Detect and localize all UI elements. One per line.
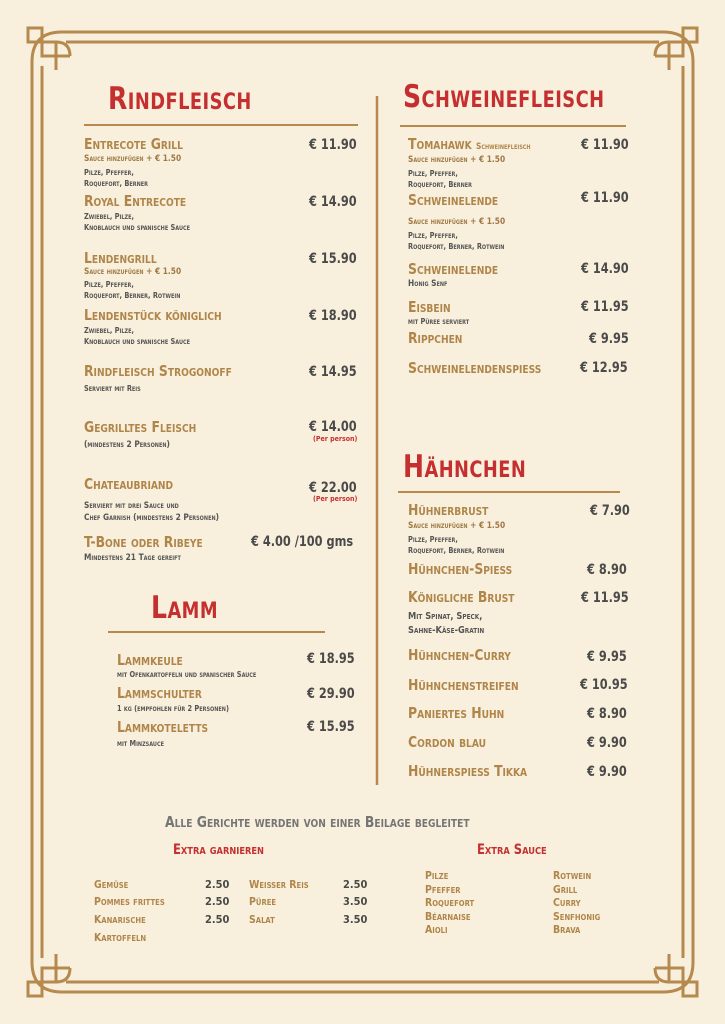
garnish-item: Kartoffeln [94,931,147,944]
menu-item-description: Pilze, Pfeffer, Roquefort, Berner, Rotwein [408,535,505,555]
per-person-note: (Per person) [313,435,358,443]
menu-item-price: € 11.95 [581,590,629,606]
menu-item-name: Schweinelende [408,260,499,278]
menu-item-price: € 14.90 [581,261,629,277]
menu-item-description: Zwiebel, Pilze, Knoblauch und spanische Sauce [84,212,191,232]
menu-item-name: Lammkoteletts [117,718,209,736]
corner-ornament-bl [28,954,70,996]
menu-item-name: Tomahawk Schweinefleisch [408,135,531,153]
menu-item-price: € 14.95 [309,364,357,380]
menu-item-description: Zwiebel, Pilze, Knoblauch und spanische Sauce [84,326,191,346]
garnish-item: Salat [249,913,275,926]
menu-item-name: T-Bone oder Ribeye [84,533,203,551]
menu-item-name: Königliche Brust [408,588,515,606]
menu-item-price: € 11.90 [309,137,357,153]
side-dish-headline: Alle Gerichte werden von einer Beilage begleitet [165,813,470,831]
section-title-schweinefleisch: Schweinefleisch [403,79,605,115]
menu-item-name: Hühnchen-Curry [408,646,511,664]
menu-item-name: Schweinelendenspieß [408,359,542,377]
menu-item-description: 1 kg (empfohlen für 2 Personen) [117,704,229,713]
extra-sauce-list: Rotwein Grill Curry Senfhonig Brava [553,869,601,936]
menu-item-name: Gegrilltes Fleisch [84,418,197,436]
menu-item-description: Pilze, Pfeffer, Roquefort, Berner, Rotwein [84,280,181,300]
menu-item-description: Serviert mit drei Sauce und Chef Garnish (mindestens 2 Personen) [84,501,220,523]
extra-garnish-title: Extra garnieren [173,842,264,858]
menu-item-name: Hühnerbrust [408,501,489,519]
menu-item-price: € 10.95 [580,677,628,693]
garnish-item: Püree [249,895,277,908]
corner-ornament-tr [655,28,697,70]
menu-item-description: mit Püree serviert [408,317,470,326]
garnish-price: 2.50 [205,878,230,891]
menu-item-name: Cordon blau [408,733,486,751]
section-rule [400,125,626,127]
extra-sauce-title: Extra Sauce [477,842,547,858]
menu-item-price: € 9.90 [587,764,627,780]
menu-item-price: € 12.95 [580,360,628,376]
section-title-rindfleisch: Rindfleisch [108,81,252,117]
menu-item-price: € 14.90 [309,194,357,210]
menu-item-sauce-option: Sauce hinzufügen + € 1.50 [408,155,506,165]
menu-item-price: € 11.90 [581,190,629,206]
menu-item-description: (mindestens 2 Personen) [84,440,170,450]
garnish-item: Weißer Reis [249,878,309,891]
garnish-item: Gemüse [94,878,129,891]
menu-item-name: Rindfleisch Strogonoff [84,362,232,380]
section-title-lamm: Lamm [151,590,219,626]
menu-item-name: Lendengrill [84,249,157,267]
menu-item-description: Pilze, Pfeffer, Roquefort, Berner, Rotwein [408,231,505,251]
per-person-note: (Per person) [313,495,358,503]
menu-item-name: Hühnchenstreifen [408,676,519,694]
menu-item-price: € 11.95 [581,299,629,315]
menu-item-price: € 15.95 [307,719,355,735]
menu-item-name: Lammkeule [117,651,183,669]
garnish-price: 2.50 [343,878,368,891]
menu-item-sauce-option: Sauce hinzufügen + € 1.50 [408,217,506,227]
section-rule [108,631,325,633]
menu-item-price: € 14.00 [309,419,357,435]
garnish-item: Pommes frittes [94,895,165,908]
menu-item-price: € 18.90 [309,308,357,324]
menu-item-name: Entrecote Grill [84,135,183,153]
menu-item-name: Hühnchen-Spieß [408,560,513,578]
menu-item-price: € 11.90 [581,137,629,153]
menu-item-name: Hühnerspieß Tikka [408,762,528,780]
menu-item-price: € 7.90 [590,503,630,519]
menu-item-price: € 9.95 [587,649,627,665]
menu-item-description: Mit Spinat, Speck, Sahne-Käse-Gratin [408,611,485,636]
garnish-price: 2.50 [205,895,230,908]
menu-item-price: € 29.90 [307,686,355,702]
menu-item-name: Paniertes Huhn [408,704,505,722]
garnish-item: Kanarische [94,913,146,926]
menu-item-name: Royal Entrecote [84,192,187,210]
menu-item-price: € 4.00 /100 gms [251,534,354,550]
section-title-haehnchen: Hähnchen [403,449,527,485]
menu-item-name: Chateaubriand [84,475,174,493]
menu-item-sauce-option: Sauce hinzufügen + € 1.50 [408,521,506,531]
menu-item-description: Pilze, Pfeffer, Roquefort, Berner [84,168,149,188]
menu-item-name: Lammschulter [117,684,202,702]
menu-item-description: Pilze, Pfeffer, Roquefort, Berner [408,169,473,189]
menu-item-description: Mindestens 21 Tage gereift [84,553,181,563]
menu-item-price: € 8.90 [587,706,627,722]
menu-item-name: Schweinelende [408,191,499,209]
menu-item-description: mit Minzsauce [117,739,165,748]
garnish-price: 3.50 [343,895,368,908]
menu-item-name: Rippchen [408,329,463,347]
menu-item-price: € 8.90 [587,562,627,578]
corner-ornament-br [655,954,697,996]
menu-item-price: € 15.90 [309,251,357,267]
section-rule [84,124,358,126]
menu-item-description: Honig Senf [408,279,448,289]
menu-item-sauce-option: Sauce hinzufügen + € 1.50 [84,154,182,164]
menu-item-description: mit Ofenkartoffeln und spanischer Sauce [117,670,257,679]
menu-item-price: € 9.90 [587,735,627,751]
garnish-price: 3.50 [343,913,368,926]
menu-item-name: Lendenstück königlich [84,306,222,324]
menu-item-price: € 22.00 [309,480,357,496]
menu-item-name: Eisbein [408,298,451,316]
extra-sauce-list: Pilze Pfeffer Roquefort Béarnaise Aioli [425,869,475,936]
menu-item-sauce-option: Sauce hinzufügen + € 1.50 [84,267,182,277]
menu-item-description: Serviert mit Reis [84,384,141,393]
menu-item-price: € 18.95 [307,651,355,667]
menu-item-price: € 9.95 [589,331,629,347]
corner-ornament-tl [28,28,70,70]
section-rule [398,491,620,493]
garnish-price: 2.50 [205,913,230,926]
